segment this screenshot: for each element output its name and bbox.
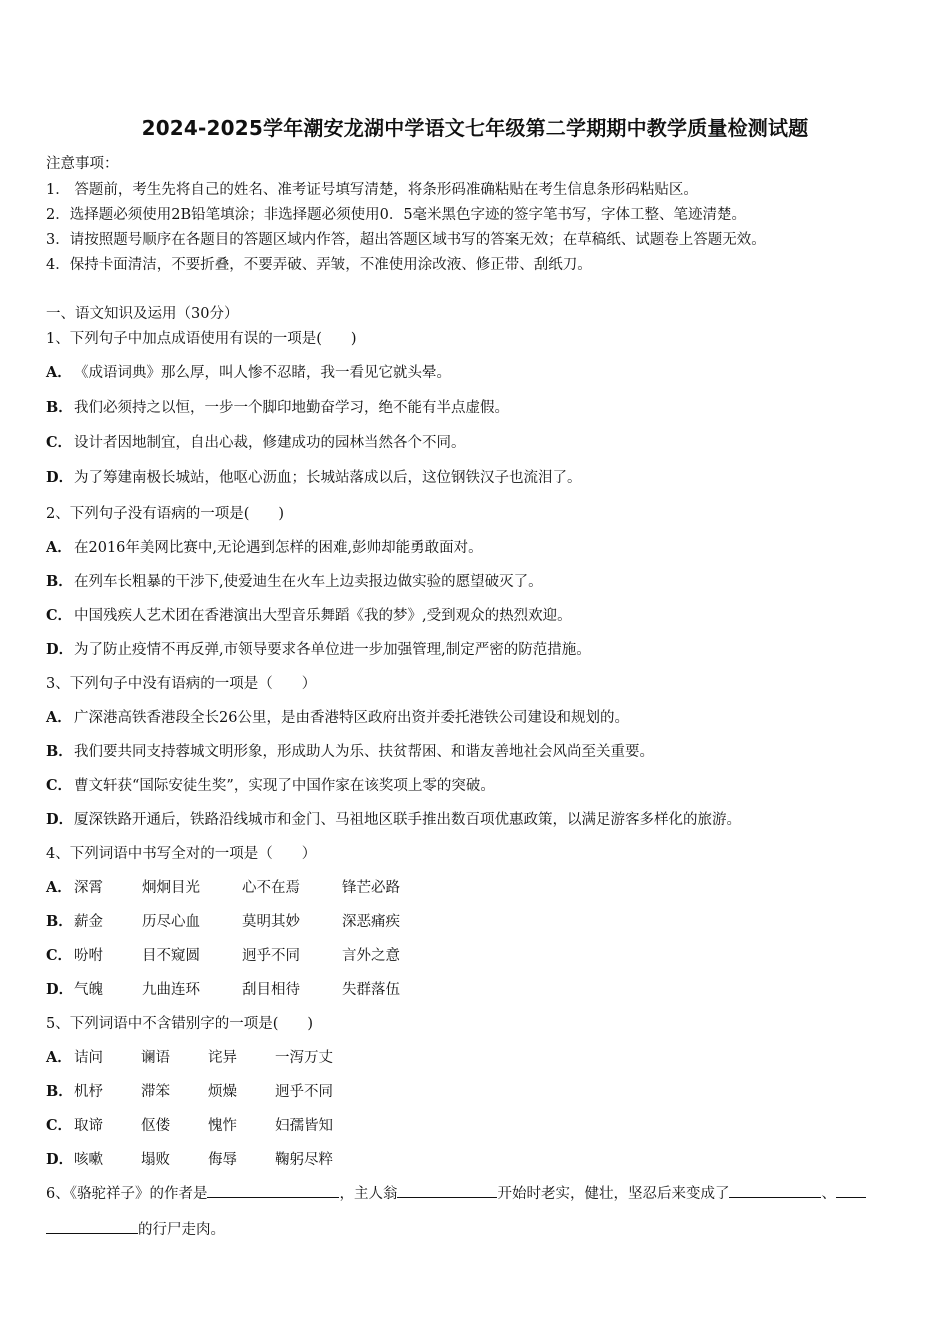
- question-5-stem: 5、下列词语中不含错别字的一项是( ): [46, 1016, 314, 1032]
- word: 鞠躬尽粹: [275, 1152, 333, 1168]
- word: 吩咐: [74, 948, 103, 964]
- word: 目不窥圆: [142, 948, 200, 964]
- word: 言外之意: [342, 948, 400, 964]
- question-4-option-a: [46, 876, 400, 897]
- word: 诧异: [208, 1050, 237, 1066]
- question-6-text: 的行尸走肉。: [138, 1222, 225, 1238]
- word: 滞笨: [141, 1084, 170, 1100]
- option-letter: B．: [46, 913, 73, 930]
- word: 莫明其妙: [242, 914, 300, 930]
- question-4-option-d: [46, 978, 400, 999]
- option-letter: B．: [46, 743, 73, 760]
- option-text: 中国残疾人艺术团在香港演出大型音乐舞蹈《我的梦》,受到观众的热烈欢迎。: [74, 608, 572, 624]
- option-letter: B．: [46, 1083, 73, 1100]
- question-1-option-d: [46, 466, 582, 487]
- option-letter: B．: [46, 399, 73, 416]
- option-text: 为了筹建南极长城站，他呕心沥血；长城站落成以后，这位钢铁汉子也流泪了。: [74, 470, 582, 486]
- option-text: 厦深铁路开通后，铁路沿线城市和金门、马祖地区联手推出数百项优惠政策，以满足游客多样化的旅游。: [74, 812, 741, 828]
- question-3-option-d: [46, 808, 741, 829]
- word: 取谛: [74, 1118, 103, 1134]
- question-3-option-c: [46, 774, 495, 795]
- option-letter: D．: [46, 469, 74, 486]
- answer-blank-trait-2[interactable]: [836, 1183, 866, 1198]
- notes-item-3: 3．请按照题号顺序在各题目的答题区域内作答，超出答题区域书写的答案无效；在草稿纸、试题卷上答题无效。: [46, 232, 766, 248]
- question-5-option-a: [46, 1046, 333, 1067]
- question-5-option-b: [46, 1080, 333, 1101]
- notes-item-4: 4．保持卡面清洁，不要折叠，不要弄破、弄皱，不准使用涂改液、修正带、刮纸刀。: [46, 257, 592, 273]
- word: 薪金: [74, 914, 103, 930]
- question-5-option-d: [46, 1148, 333, 1169]
- question-1-option-a: [46, 361, 451, 382]
- word: 锋芒必路: [342, 880, 400, 896]
- option-text: 我们要共同支持蓉城文明形象，形成助人为乐、扶贫帮困、和谐友善地社会风尚至关重要。: [74, 744, 654, 760]
- word: 迥乎不同: [275, 1084, 333, 1100]
- option-letter: A．: [46, 539, 72, 556]
- word: 烦燥: [208, 1084, 237, 1100]
- word: 刮目相待: [242, 982, 300, 998]
- question-3-option-a: [46, 706, 629, 727]
- question-6-line-2: [46, 1218, 225, 1239]
- word: 塌败: [141, 1152, 170, 1168]
- question-2-option-a: [46, 536, 483, 557]
- question-3-option-b: [46, 740, 654, 761]
- word: 一泻万丈: [275, 1050, 333, 1066]
- question-6-text: 开始时老实，健壮，坚忍后来变成了: [497, 1186, 730, 1202]
- option-letter: D．: [46, 981, 74, 998]
- option-letter: C．: [46, 777, 73, 794]
- question-2-option-d: [46, 638, 591, 659]
- option-letter: D．: [46, 1151, 74, 1168]
- question-4-option-c: [46, 944, 400, 965]
- notes-item-2: 2．选择题必须使用2B铅笔填涂；非选择题必须使用0．5毫米黑色字迹的签字笔书写，字体工整、笔迹清楚。: [46, 207, 747, 223]
- answer-blank-trait-2-cont[interactable]: [46, 1219, 138, 1234]
- option-letter: C．: [46, 434, 73, 451]
- word: 深恶痛疾: [342, 914, 400, 930]
- word: 妇孺皆知: [275, 1118, 333, 1134]
- option-letter: B．: [46, 573, 73, 590]
- word: 诘问: [74, 1050, 103, 1066]
- question-6-text: 6、《骆驼祥子》的作者是: [46, 1186, 208, 1202]
- word: 迥乎不同: [242, 948, 300, 964]
- word: 历尽心血: [142, 914, 200, 930]
- notes-item-1: 1． 答题前，考生先将自己的姓名、准考证号填写清楚，将条形码准确粘贴在考生信息条形码粘贴区。: [46, 182, 698, 198]
- section-heading: 一、语文知识及运用（30分）: [46, 306, 239, 322]
- word: 炯炯目光: [142, 880, 200, 896]
- word: 气魄: [74, 982, 103, 998]
- question-5-option-c: [46, 1114, 333, 1135]
- question-2-stem: 2、下列句子没有语病的一项是( ): [46, 506, 285, 522]
- question-2-option-c: [46, 604, 572, 625]
- page-title: 2024-2025学年潮安龙湖中学语文七年级第二学期期中教学质量检测试题: [141, 116, 809, 140]
- option-text: 广深港高铁香港段全长26公里，是由香港特区政府出资并委托港铁公司建设和规划的。: [74, 710, 629, 726]
- option-letter: A．: [46, 709, 72, 726]
- answer-blank-trait-1[interactable]: [729, 1183, 821, 1198]
- question-6-text: 、: [821, 1186, 836, 1202]
- option-letter: A．: [46, 879, 72, 896]
- notes-heading: 注意事项：: [46, 156, 119, 172]
- question-1-stem: 1、下列句子中加点成语使用有误的一项是( ): [46, 331, 357, 347]
- option-letter: D．: [46, 641, 74, 658]
- question-3-stem: 3、下列句子中没有语病的一项是（ ）: [46, 676, 317, 692]
- option-text: 在2016年美网比赛中,无论遇到怎样的困难,彭帅却能勇敢面对。: [74, 540, 483, 556]
- word: 咳嗽: [74, 1152, 103, 1168]
- question-6-line-1: [46, 1182, 866, 1203]
- option-letter: C．: [46, 947, 73, 964]
- option-letter: C．: [46, 607, 73, 624]
- word: 机杼: [74, 1084, 103, 1100]
- word: 侮辱: [208, 1152, 237, 1168]
- question-6-text: ，主人翁: [339, 1186, 398, 1202]
- question-4-stem: 4、下列词语中书写全对的一项是（ ）: [46, 846, 317, 862]
- answer-blank-author[interactable]: [207, 1183, 339, 1198]
- word: 谰语: [141, 1050, 170, 1066]
- question-1-option-b: [46, 396, 509, 417]
- option-letter: A．: [46, 1049, 72, 1066]
- option-text: 为了防止疫情不再反弹,市领导要求各单位进一步加强管理,制定严密的防范措施。: [74, 642, 591, 658]
- option-letter: D．: [46, 811, 74, 828]
- question-2-option-b: [46, 570, 543, 591]
- answer-blank-protagonist[interactable]: [397, 1183, 497, 1198]
- option-text: 曹文轩获“国际安徒生奖”，实现了中国作家在该奖项上零的突破。: [74, 778, 495, 794]
- word: 心不在焉: [242, 880, 300, 896]
- word: 深霄: [74, 880, 103, 896]
- question-4-option-b: [46, 910, 400, 931]
- word: 失群落伍: [342, 982, 400, 998]
- option-text: 我们必须持之以恒，一步一个脚印地勤奋学习，绝不能有半点虚假。: [74, 400, 509, 416]
- word: 愧怍: [208, 1118, 237, 1134]
- word: 伛偻: [141, 1118, 170, 1134]
- option-text: 设计者因地制宜，自出心裁，修建成功的园林当然各个不同。: [74, 435, 466, 451]
- option-text: 《成语词典》那么厚，叫人惨不忍睹，我一看见它就头晕。: [74, 365, 451, 381]
- word: 九曲连环: [142, 982, 200, 998]
- option-letter: A．: [46, 364, 72, 381]
- option-text: 在列车长粗暴的干涉下,使爱迪生在火车上边卖报边做实验的愿望破灭了。: [74, 574, 543, 590]
- question-1-option-c: [46, 431, 466, 452]
- option-letter: C．: [46, 1117, 73, 1134]
